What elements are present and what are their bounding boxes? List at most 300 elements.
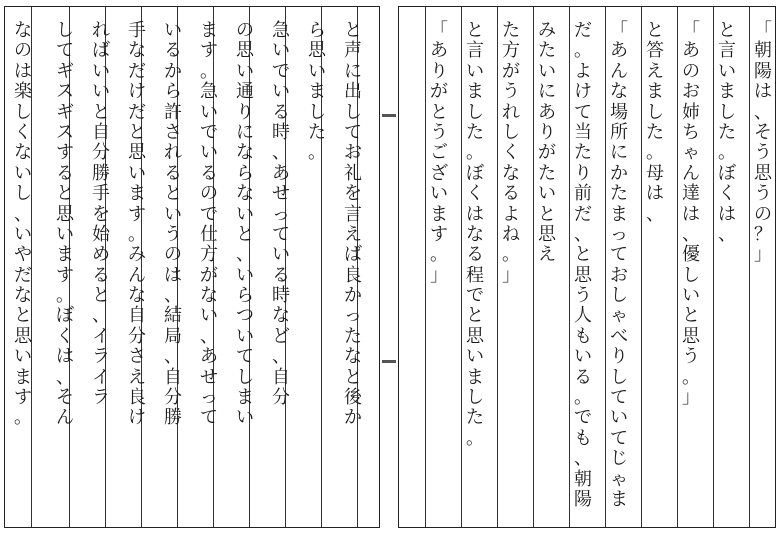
manuscript-character: 思	[574, 264, 592, 286]
manuscript-character: を	[92, 203, 110, 225]
manuscript-column	[195, 21, 223, 429]
manuscript-character: よ	[502, 203, 520, 225]
manuscript-character: 。	[466, 142, 484, 164]
manuscript-character: い	[538, 60, 556, 82]
manuscript-character: け	[128, 81, 146, 103]
manuscript-character: ん	[610, 60, 628, 82]
manuscript-character: い	[574, 346, 592, 368]
manuscript-character: う	[164, 223, 182, 245]
manuscript-character: 分	[92, 142, 110, 164]
manuscript-character: ば	[92, 40, 110, 62]
manuscript-character: と	[92, 101, 110, 123]
manuscript-character: 思	[236, 40, 254, 62]
manuscript-character: ゃ	[610, 468, 628, 490]
manuscript-character: す	[14, 387, 32, 409]
manuscript-character: は	[754, 81, 772, 103]
manuscript-character: く	[502, 142, 520, 164]
manuscript-character: れ	[502, 101, 520, 123]
manuscript-character: 。	[200, 60, 218, 82]
manuscript-character: し	[682, 264, 700, 286]
manuscript-character: 当	[574, 121, 592, 143]
manuscript-character: は	[56, 346, 74, 368]
manuscript-character: 朝	[754, 40, 772, 62]
manuscript-character: と	[92, 285, 110, 307]
manuscript-character: り	[574, 162, 592, 184]
manuscript-character: え	[538, 244, 556, 266]
manuscript-character: を	[344, 183, 362, 205]
manuscript-character: あ	[272, 162, 290, 184]
manuscript-character: て	[200, 407, 218, 429]
manuscript-character: る	[200, 162, 218, 184]
manuscript-character: の	[682, 60, 700, 82]
manuscript-character: ま	[430, 203, 448, 225]
manuscript-character: う	[754, 183, 772, 205]
manuscript-character: い	[466, 60, 484, 82]
manuscript-character: な	[128, 285, 146, 307]
manuscript-column	[303, 21, 331, 164]
manuscript-character: で	[272, 60, 290, 82]
manuscript-character: な	[236, 142, 254, 164]
manuscript-character: れ	[92, 20, 110, 41]
manuscript-character: や	[14, 244, 32, 266]
manuscript-character: り	[538, 121, 556, 143]
manuscript-character: え	[344, 223, 362, 245]
manuscript-character: 思	[682, 325, 700, 347]
manuscript-character: ま	[466, 366, 484, 388]
manuscript-character: ま	[718, 81, 736, 103]
manuscript-column	[339, 21, 367, 429]
manuscript-character: け	[574, 81, 592, 103]
manuscript-character: 言	[718, 40, 736, 62]
manuscript-character: 分	[128, 325, 146, 347]
manuscript-character: し	[718, 101, 736, 123]
manuscript-column	[159, 21, 187, 429]
manuscript-column	[533, 21, 561, 266]
manuscript-character: し	[308, 101, 326, 123]
manuscript-character: 局	[164, 325, 182, 347]
manuscript-character: は	[466, 203, 484, 225]
manuscript-column	[267, 21, 295, 408]
manuscript-character: い	[14, 162, 32, 184]
manuscript-character: い	[92, 60, 110, 82]
manuscript-character: 姉	[682, 101, 700, 123]
manuscript-character: 良	[344, 264, 362, 286]
manuscript-character: 方	[502, 40, 520, 62]
manuscript-character: 自	[128, 305, 146, 327]
manuscript-character: 程	[466, 264, 484, 286]
manuscript-column	[749, 21, 777, 266]
manuscript-column	[231, 21, 259, 429]
manuscript-character: る	[164, 40, 182, 62]
manuscript-character: い	[308, 60, 326, 82]
manuscript-character: み	[538, 20, 556, 41]
manuscript-character: に	[236, 121, 254, 143]
manuscript-character: し	[344, 101, 362, 123]
manuscript-character: い	[538, 183, 556, 205]
manuscript-character: な	[14, 142, 32, 164]
manuscript-character: か	[344, 285, 362, 307]
manuscript-character: 自	[272, 366, 290, 388]
manuscript-character: 手	[128, 20, 146, 41]
manuscript-character: ギ	[56, 60, 74, 82]
manuscript-character: 所	[610, 121, 628, 143]
manuscript-character: の	[236, 20, 254, 41]
manuscript-character: う	[574, 285, 592, 307]
manuscript-character: 時	[272, 121, 290, 143]
manuscript-character: い	[164, 203, 182, 225]
manuscript-character: 」	[754, 244, 772, 266]
manuscript-character: 楽	[14, 81, 32, 103]
manuscript-character: 急	[272, 20, 290, 41]
manuscript-character: 、	[754, 101, 772, 123]
manuscript-character: た	[574, 142, 592, 164]
manuscript-character: い	[272, 40, 290, 62]
manuscript-column	[461, 21, 489, 449]
manuscript-character: て	[344, 121, 362, 143]
manuscript-character: り	[610, 346, 628, 368]
manuscript-column	[51, 21, 79, 429]
manuscript-character: 、	[56, 366, 74, 388]
manuscript-character: 「	[430, 20, 448, 41]
manuscript-character: で	[466, 285, 484, 307]
manuscript-column	[605, 21, 633, 510]
manuscript-character: い	[92, 81, 110, 103]
manuscript-character: え	[128, 366, 146, 388]
manuscript-character: だ	[574, 20, 592, 41]
manuscript-character: い	[200, 305, 218, 327]
manuscript-character: い	[236, 325, 254, 347]
manuscript-character: 。	[574, 40, 592, 62]
manuscript-character: っ	[200, 387, 218, 409]
manuscript-character: ま	[610, 488, 628, 510]
manuscript-character: る	[164, 162, 182, 184]
manuscript-character: ぼ	[56, 305, 74, 327]
manuscript-character: な	[272, 305, 290, 327]
manuscript-character: 、	[682, 223, 700, 245]
manuscript-character: お	[610, 264, 628, 286]
manuscript-character: 母	[646, 162, 664, 184]
manuscript-character: 声	[344, 40, 362, 62]
manuscript-character: さ	[128, 346, 146, 368]
manuscript-character: 」	[682, 387, 700, 409]
manuscript-character: 始	[92, 223, 110, 245]
manuscript-character: い	[200, 101, 218, 123]
manuscript-column	[569, 21, 597, 510]
manuscript-character: ま	[466, 81, 484, 103]
manuscript-character: す	[128, 203, 146, 225]
manuscript-character: る	[574, 366, 592, 388]
manuscript-character: て	[610, 244, 628, 266]
manuscript-character: が	[538, 142, 556, 164]
manuscript-character: ら	[164, 81, 182, 103]
manuscript-character: た	[718, 121, 736, 143]
manuscript-character: ラ	[92, 346, 110, 368]
manuscript-character: ま	[646, 81, 664, 103]
manuscript-character: い	[236, 203, 254, 225]
manuscript-character: 結	[164, 305, 182, 327]
manuscript-character: は	[14, 60, 32, 82]
manuscript-character: っ	[272, 203, 290, 225]
manuscript-character: ば	[344, 244, 362, 266]
manuscript-character: 場	[610, 101, 628, 123]
manuscript-character: 達	[682, 183, 700, 205]
manuscript-character: し	[56, 20, 74, 41]
manuscript-character: あ	[430, 40, 448, 62]
manuscript-character: て	[574, 101, 592, 123]
manuscript-character: 後	[344, 387, 362, 409]
manuscript-character: 分	[164, 387, 182, 409]
manuscript-character: 。	[682, 366, 700, 388]
manuscript-character: ゃ	[682, 142, 700, 164]
manuscript-character: 許	[164, 101, 182, 123]
manuscript-character: の	[164, 244, 182, 266]
manuscript-column	[713, 21, 741, 245]
manuscript-character: る	[56, 162, 74, 184]
manuscript-character: た	[538, 40, 556, 62]
manuscript-character: 、	[164, 285, 182, 307]
manuscript-character: ぼ	[718, 162, 736, 184]
manuscript-character: の	[14, 40, 32, 62]
manuscript-character: る	[502, 183, 520, 205]
manuscript-character: 陽	[754, 60, 772, 82]
manuscript-character: い	[14, 223, 32, 245]
manuscript-column	[677, 21, 705, 408]
manuscript-character: る	[272, 264, 290, 286]
manuscript-character: 思	[56, 203, 74, 225]
manuscript-character: し	[610, 366, 628, 388]
manuscript-column	[87, 21, 115, 408]
manuscript-character: に	[610, 142, 628, 164]
manuscript-character: イ	[92, 366, 110, 388]
manuscript-character: 答	[646, 40, 664, 62]
manuscript-character: と	[430, 101, 448, 123]
manuscript-character: た	[646, 121, 664, 143]
manuscript-character: 前	[574, 183, 592, 205]
manuscript-character: で	[200, 121, 218, 143]
manuscript-character: た	[344, 325, 362, 347]
manuscript-character: ら	[236, 162, 254, 184]
manuscript-character: ス	[56, 81, 74, 103]
manuscript-character: か	[164, 60, 182, 82]
manuscript-character: か	[610, 162, 628, 184]
manuscript-character: と	[466, 305, 484, 327]
manuscript-character: は	[646, 183, 664, 205]
manuscript-character: れ	[164, 142, 182, 164]
manuscript-character: 朝	[574, 468, 592, 490]
manuscript-character: い	[200, 142, 218, 164]
manuscript-character: く	[14, 121, 32, 143]
manuscript-character: 人	[574, 305, 592, 327]
manuscript-character: 手	[92, 183, 110, 205]
manuscript-character: し	[466, 387, 484, 409]
manuscript-character: な	[14, 20, 32, 41]
manuscript-character: 勝	[92, 162, 110, 184]
manuscript-character: な	[502, 162, 520, 184]
manuscript-character: だ	[128, 60, 146, 82]
manuscript-character: け	[128, 407, 146, 429]
manuscript-character: 勝	[164, 407, 182, 429]
manuscript-character: す	[56, 264, 74, 286]
manuscript-character: に	[344, 60, 362, 82]
manuscript-character: た	[502, 20, 520, 41]
manuscript-character: が	[430, 81, 448, 103]
manuscript-character: と	[128, 121, 146, 143]
manuscript-character: 「	[682, 20, 700, 41]
manuscript-column	[123, 21, 151, 429]
manuscript-character: 、	[272, 346, 290, 368]
manuscript-character: イ	[92, 325, 110, 347]
manuscript-character: る	[272, 101, 290, 123]
manuscript-column	[641, 21, 669, 225]
manuscript-character: 自	[92, 121, 110, 143]
manuscript-character: ざ	[430, 162, 448, 184]
manuscript-character: が	[200, 264, 218, 286]
manuscript-character: た	[538, 162, 556, 184]
manuscript-character: ギ	[56, 101, 74, 123]
manuscript-character: た	[466, 121, 484, 143]
manuscript-column	[425, 21, 453, 286]
manuscript-character: べ	[610, 325, 628, 347]
manuscript-character: う	[682, 346, 700, 368]
manuscript-character: 自	[164, 366, 182, 388]
manuscript-character: 。	[574, 387, 592, 409]
manuscript-character: 、	[164, 346, 182, 368]
manuscript-character: た	[308, 121, 326, 143]
manuscript-character: 思	[754, 162, 772, 184]
manuscript-character: ？	[754, 223, 772, 245]
manuscript-character: う	[502, 81, 520, 103]
manuscript-character: 陽	[574, 488, 592, 510]
manuscript-character: い	[430, 183, 448, 205]
manuscript-character: と	[538, 203, 556, 225]
manuscript-character: い	[56, 223, 74, 245]
manuscript-character: し	[502, 121, 520, 143]
manuscript-character: 時	[272, 285, 290, 307]
manuscript-character: し	[14, 101, 32, 123]
manuscript-character: と	[574, 244, 592, 266]
manuscript-character: 思	[466, 325, 484, 347]
manuscript-character: 急	[200, 81, 218, 103]
manuscript-character: 。	[646, 142, 664, 164]
manuscript-character: う	[430, 121, 448, 143]
manuscript-character: 」	[430, 264, 448, 286]
manuscript-character: お	[682, 81, 700, 103]
manuscript-character: 仕	[200, 223, 218, 245]
manuscript-character: だ	[574, 203, 592, 225]
manuscript-character: お	[344, 142, 362, 164]
manuscript-character: つ	[236, 305, 254, 327]
manuscript-character: り	[430, 60, 448, 82]
manuscript-character: 思	[128, 142, 146, 164]
manuscript-character: 、	[92, 305, 110, 327]
manuscript-character: 、	[574, 448, 592, 470]
manuscript-character: て	[236, 346, 254, 368]
manuscript-character: な	[466, 223, 484, 245]
manuscript-character: だ	[14, 264, 32, 286]
manuscript-character: ん	[56, 407, 74, 429]
manuscript-character: と	[646, 20, 664, 41]
manuscript-character: あ	[682, 40, 700, 62]
manuscript-character: っ	[610, 223, 628, 245]
page-gutter	[380, 6, 398, 528]
manuscript-character: な	[236, 183, 254, 205]
manuscript-character: じ	[610, 448, 628, 470]
manuscript-character: か	[344, 407, 362, 429]
manuscript-character: ら	[236, 285, 254, 307]
manuscript-character: 、	[14, 203, 32, 225]
manuscript-character: ど	[272, 325, 290, 347]
manuscript-character: ま	[236, 387, 254, 409]
manuscript-character: す	[200, 40, 218, 62]
manuscript-character: で	[200, 203, 218, 225]
manuscript-character: あ	[200, 346, 218, 368]
manuscript-character: ゃ	[610, 305, 628, 327]
left-manuscript-page	[4, 6, 380, 528]
manuscript-character: も	[574, 325, 592, 347]
manuscript-character: よ	[574, 60, 592, 82]
manuscript-character: ま	[610, 203, 628, 225]
manuscript-character: と	[164, 183, 182, 205]
manuscript-character: め	[92, 244, 110, 266]
manuscript-character: ま	[14, 366, 32, 388]
manuscript-character: い	[682, 285, 700, 307]
manuscript-character: と	[344, 366, 362, 388]
manuscript-character: の	[754, 203, 772, 225]
manuscript-character: は	[682, 203, 700, 225]
manuscript-character: な	[128, 40, 146, 62]
manuscript-character: せ	[200, 366, 218, 388]
manuscript-character: い	[272, 244, 290, 266]
manuscript-character: い	[610, 407, 628, 429]
manuscript-character: く	[56, 325, 74, 347]
manuscript-character: え	[646, 60, 664, 82]
manuscript-character: る	[92, 264, 110, 286]
manuscript-character: な	[610, 81, 628, 103]
manuscript-character: は	[718, 203, 736, 225]
manuscript-character: て	[610, 387, 628, 409]
manuscript-character: 出	[344, 81, 362, 103]
manuscript-character: に	[538, 81, 556, 103]
manuscript-character: い	[164, 20, 182, 41]
manuscript-character: だ	[128, 101, 146, 123]
manuscript-character: て	[272, 223, 290, 245]
manuscript-character: 。	[308, 142, 326, 164]
manuscript-column	[9, 21, 37, 429]
manuscript-character: り	[236, 101, 254, 123]
manuscript-character: ん	[682, 162, 700, 184]
manuscript-character: て	[56, 40, 74, 62]
manuscript-character: で	[574, 407, 592, 429]
manuscript-character: ら	[308, 20, 326, 41]
manuscript-character: ん	[128, 264, 146, 286]
manuscript-character: た	[466, 407, 484, 429]
manuscript-character: み	[128, 244, 146, 266]
manuscript-character: も	[574, 427, 592, 449]
manuscript-character: す	[56, 142, 74, 164]
manuscript-character: す	[430, 223, 448, 245]
manuscript-character: な	[14, 285, 32, 307]
manuscript-character: と	[236, 223, 254, 245]
manuscript-column	[497, 21, 525, 286]
manuscript-character: な	[344, 346, 362, 368]
manuscript-character: 良	[128, 387, 146, 409]
manuscript-character: 分	[272, 387, 290, 409]
manuscript-character: 「	[754, 20, 772, 41]
manuscript-character: 通	[236, 81, 254, 103]
manuscript-character: し	[14, 183, 32, 205]
manuscript-character: ね	[502, 223, 520, 245]
manuscript-character: と	[56, 183, 74, 205]
